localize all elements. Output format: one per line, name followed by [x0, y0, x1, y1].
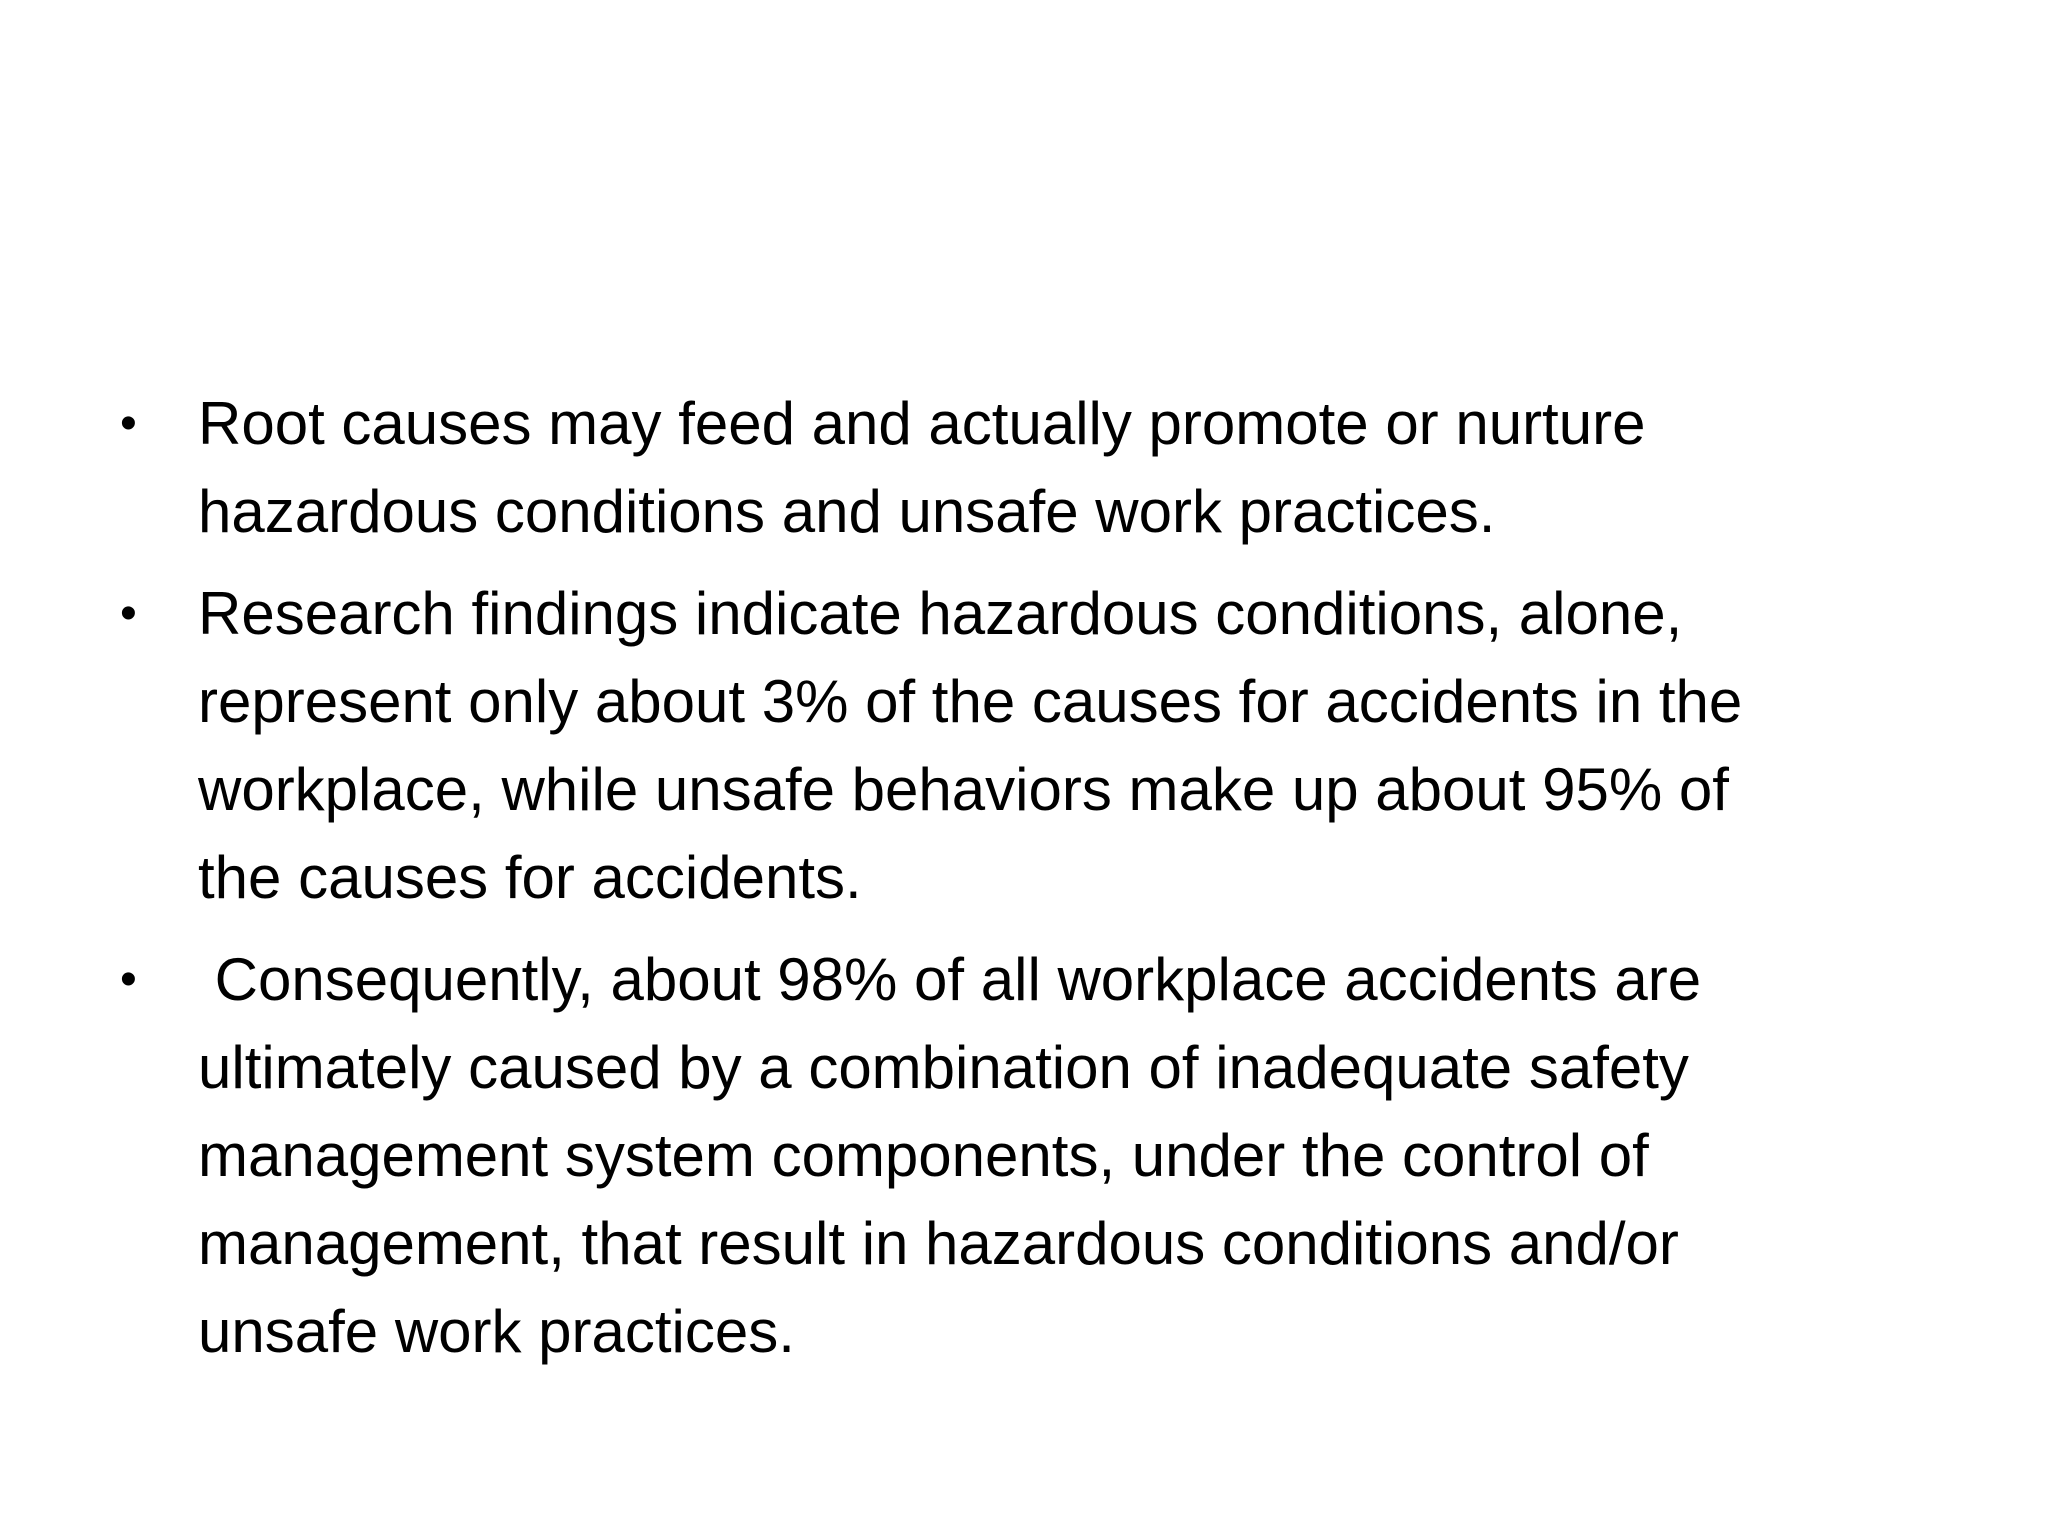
- bullet-line: hazardous conditions and unsafe work practices.: [198, 478, 1496, 545]
- bullet-line: workplace, while unsafe behaviors make up about 95% of: [198, 756, 1729, 823]
- bullet-line: ultimately caused by a combination of inadequate safety: [198, 1034, 1689, 1101]
- bullet-line: represent only about 3% of the causes for accidents in the: [198, 668, 1743, 735]
- bullet-text: [198, 380, 1920, 556]
- bullet-icon: •: [120, 397, 137, 450]
- bullet-item-consequently: [120, 936, 1920, 1376]
- bullet-line: unsafe work practices.: [198, 1298, 795, 1365]
- bullet-text: [198, 570, 1920, 922]
- bullet-icon: •: [120, 953, 137, 1006]
- bullet-list: [120, 380, 1920, 1390]
- bullet-line: the causes for accidents.: [198, 844, 862, 911]
- bullet-line: Consequently, about 98% of all workplace accidents are: [198, 946, 1702, 1013]
- bullet-line: management system components, under the control of: [198, 1122, 1649, 1189]
- bullet-text: [198, 936, 1920, 1376]
- bullet-line: Root causes may feed and actually promote or nurture: [198, 390, 1646, 457]
- bullet-item-research-findings: [120, 570, 1920, 922]
- bullet-line: Research findings indicate hazardous conditions, alone,: [198, 580, 1683, 647]
- bullet-item-root-causes: [120, 380, 1920, 556]
- bullet-icon: •: [120, 587, 137, 640]
- bullet-line: management, that result in hazardous conditions and/or: [198, 1210, 1679, 1277]
